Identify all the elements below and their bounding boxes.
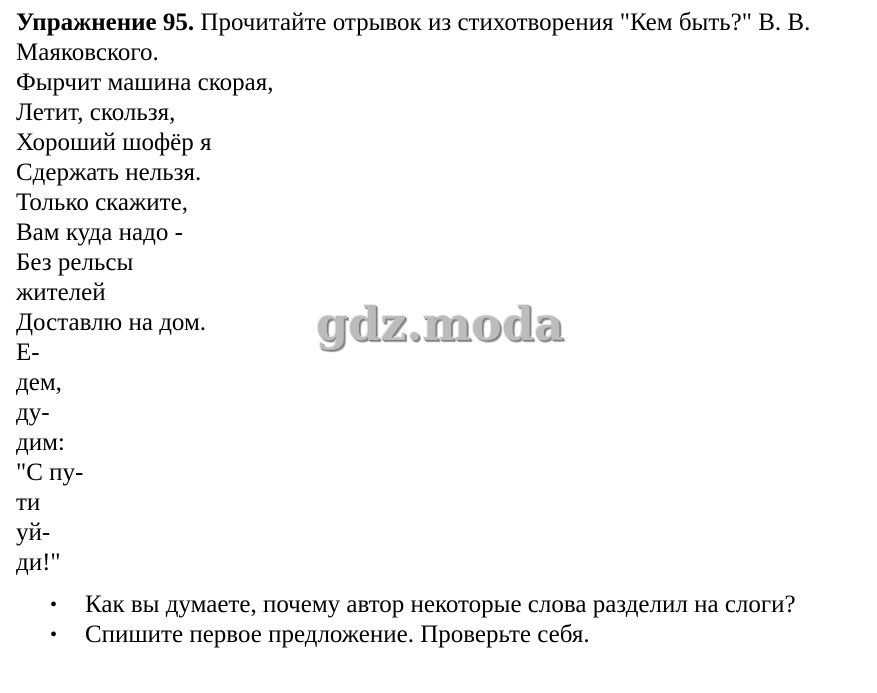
- task-item: [40, 590, 796, 620]
- poem-line: Фырчит машина скорая,: [16, 69, 274, 96]
- task-item: [40, 620, 796, 650]
- poem-line: дем,: [16, 369, 62, 396]
- poem-line: Без рельсы: [16, 249, 134, 276]
- bullet-icon: •: [50, 624, 58, 646]
- exercise-heading: [16, 8, 874, 68]
- poem-line: ду-: [16, 399, 50, 426]
- poem-line: ти: [16, 489, 41, 516]
- poem-line: Доставлю на дом.: [16, 309, 207, 336]
- poem-excerpt: [16, 68, 273, 578]
- watermark-logo: gdz.moda: [316, 297, 564, 351]
- poem-line: жителей: [16, 279, 106, 306]
- poem-line: Хороший шофёр я: [16, 129, 212, 156]
- poem-line: Вам куда надо -: [16, 219, 183, 246]
- bullet-icon: •: [50, 594, 58, 616]
- task-text: Как вы думаете, почему автор некоторые слова разделил на слоги?: [85, 591, 796, 618]
- poem-line: "С пу-: [16, 459, 84, 486]
- poem-line: Только скажите,: [16, 189, 188, 216]
- poem-line: ди!": [16, 549, 61, 576]
- poem-line: уй-: [16, 519, 51, 546]
- exercise-label: Упражнение 95.: [16, 9, 195, 36]
- poem-line: Е-: [16, 339, 40, 366]
- exercise-instruction: Прочитайте отрывок из стихотворения "Кем быть?" В. В. Маяковского.: [16, 9, 811, 66]
- task-list: [40, 590, 796, 650]
- poem-line: дим:: [16, 429, 65, 456]
- poem-line: Летит, скользя,: [16, 99, 176, 126]
- task-text: Спишите первое предложение. Проверьте себя.: [85, 621, 590, 648]
- poem-line: Сдержать нельзя.: [16, 159, 202, 186]
